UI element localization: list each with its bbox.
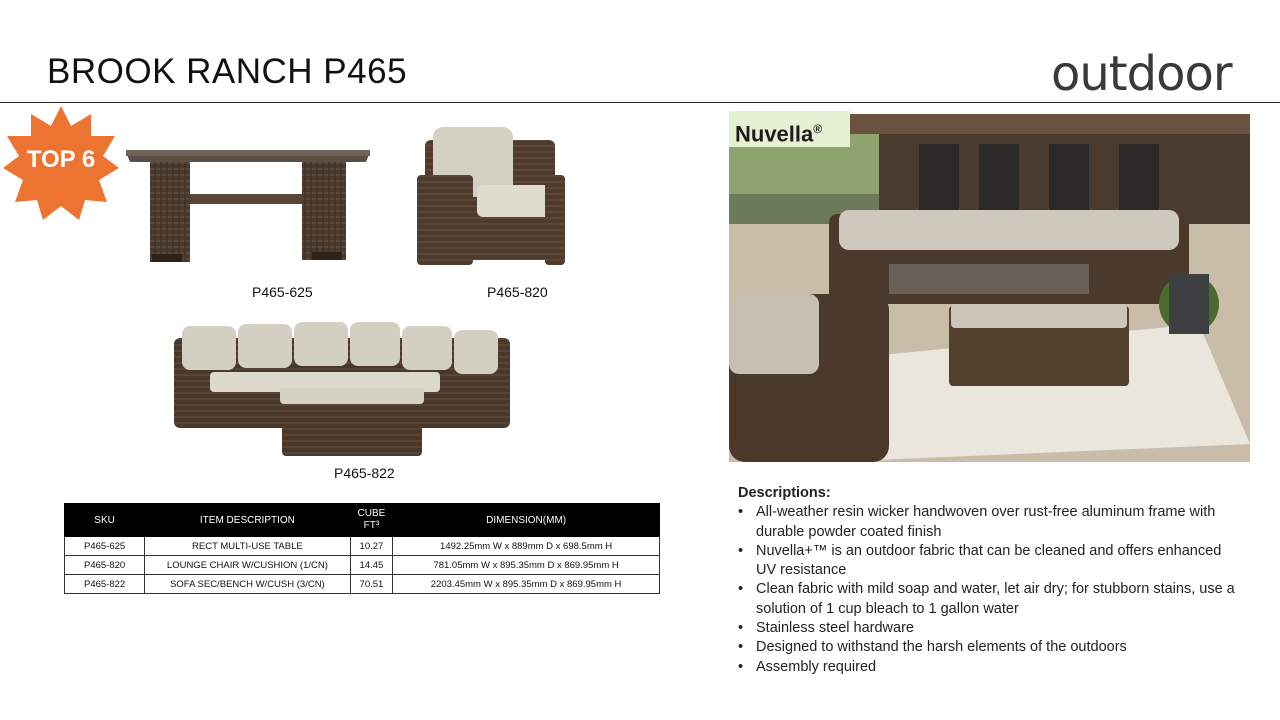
cell-cube: 14.45 [350,556,393,575]
cell-description: SOFA SEC/BENCH W/CUSH (3/CN) [145,575,350,594]
cell-sku: P465-822 [65,575,145,594]
header-cube [350,504,393,537]
cell-description: RECT MULTI-USE TABLE [145,537,350,556]
header-item-description: ITEM DESCRIPTION [145,504,350,537]
header-divider [0,102,1280,103]
cell-sku: P465-820 [65,556,145,575]
product-sku-625: P465-625 [252,284,313,300]
descriptions-block [738,484,1238,677]
product-image-lounge-chair [415,125,565,270]
cell-dimension: 2203.45mm W x 895.35mm D x 869.95mm H [393,575,660,594]
descriptions-list [738,503,1238,677]
product-image-sectional [170,318,515,463]
list-item: • Designed to withstand the harsh elements of the outdoors [738,638,1238,657]
table-row [65,556,660,575]
list-item: • Clean fabric with mild soap and water, let air dry; for stubborn stains, use a solution of 1 cup bleach to 1 gallon water [738,580,1238,619]
spec-table [64,503,660,594]
table-row [65,575,660,594]
cell-dimension: 781.05mm W x 895.35mm D x 869.95mm H [393,556,660,575]
cell-sku: P465-625 [65,537,145,556]
descriptions-title: Descriptions: [738,485,831,501]
list-item: • Nuvella+™ is an outdoor fabric that can be cleaned and offers enhanced UV resistance [738,542,1238,581]
list-item: • Stainless steel hardware [738,619,1238,638]
registered-mark: ® [813,122,823,136]
nuvella-badge [729,111,850,147]
header-cube-unit: FT³ [363,520,380,531]
cell-description: LOUNGE CHAIR W/CUSHION (1/CN) [145,556,350,575]
list-item: • Assembly required [738,658,1238,677]
cell-cube: 70.51 [350,575,393,594]
page-title: BROOK RANCH P465 [47,52,408,91]
product-sku-822: P465-822 [334,465,395,481]
table-header-row [65,504,660,537]
header-sku: SKU [65,504,145,537]
badge-label: TOP 6 [26,146,96,173]
top-badge [3,106,119,220]
nuvella-label: Nuvella [735,121,814,147]
cell-cube: 10.27 [350,537,393,556]
product-sku-820: P465-820 [487,284,548,300]
lifestyle-photo [729,114,1250,462]
table-row [65,537,660,556]
brand-logo: outdoor [1051,46,1232,102]
product-image-table [122,142,374,270]
cell-dimension: 1492.25mm W x 889mm D x 698.5mm H [393,537,660,556]
list-item: • All-weather resin wicker handwoven over rust-free aluminum frame with durable powder coated finish [738,503,1238,542]
header-cube-label: CUBE [357,508,386,519]
header-dimension: DIMENSION(MM) [393,504,660,537]
